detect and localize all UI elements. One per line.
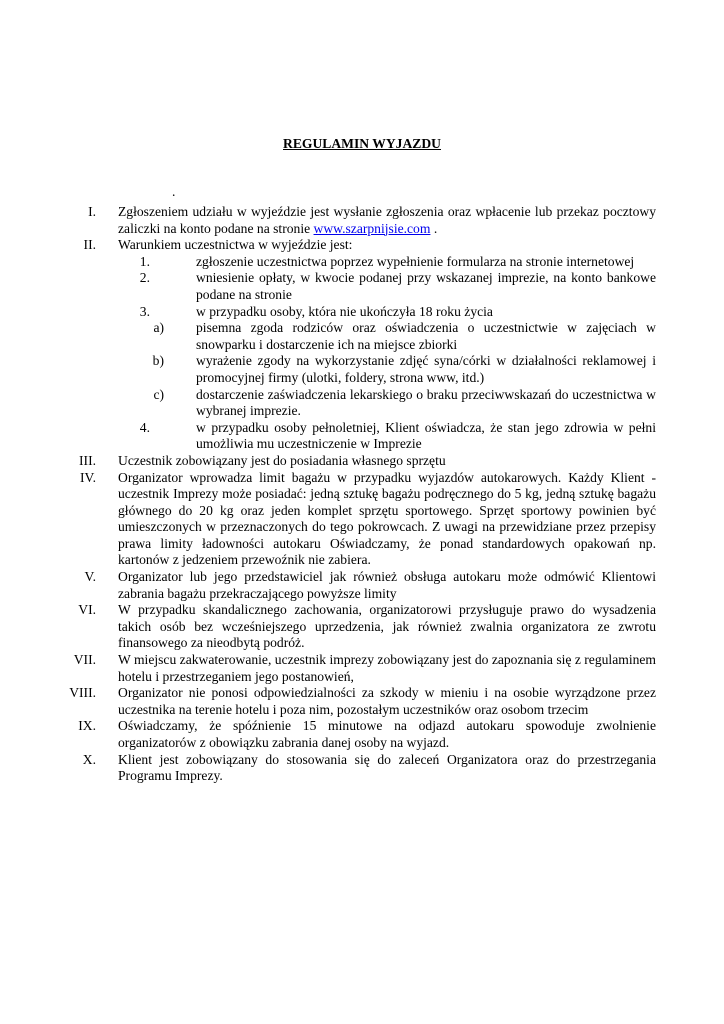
sub-item-3 <box>0 304 724 321</box>
item-number: VIII. <box>69 685 96 701</box>
list-item-viii <box>0 685 724 718</box>
item-number: 3. <box>139 303 150 319</box>
sub-item-c <box>0 387 724 420</box>
item-text: Uczestnik zobowiązany jest do posiadania własnego sprzętu <box>118 452 446 468</box>
sub-item-b <box>0 353 724 386</box>
item-number: b) <box>152 353 164 369</box>
item-text: w przypadku osoby pełnoletniej, Klient oświadcza, że stan jego zdrowia w pełni umożliwia mu uczestniczenie w Imprezie <box>196 419 656 452</box>
item-number: III. <box>79 452 96 468</box>
item-number: IV. <box>80 469 96 485</box>
item-number: a) <box>153 320 164 336</box>
item-text: wniesienie opłaty, w kwocie podanej przy wskazanej imprezie, na konto bankowe podane na stronie <box>196 270 656 302</box>
item-text: Klient jest zobowiązany do stosowania się do zaleceń Organizatora oraz do przestrzegania Programu Imprezy. <box>118 751 656 784</box>
document-title: REGULAMIN WYJAZDU <box>283 136 441 151</box>
item-number: VII. <box>73 652 96 668</box>
sub-item-a <box>0 320 724 353</box>
item-text: w przypadku osoby, która nie ukończyła 18 roku życia <box>196 303 493 319</box>
sub-item-1 <box>0 254 724 271</box>
item-number: 2. <box>139 270 150 286</box>
list-item-vii <box>0 652 724 685</box>
item-number: 4. <box>139 419 150 435</box>
item-text <box>118 204 656 237</box>
item-number: c) <box>153 386 164 402</box>
item-text: W przypadku skandalicznego zachowania, organizatorowi przysługuje prawo do wysadzenia takich osób bez wcześniejszego uprzedzenia, jak również zwalnia organizatora ze zwrotu finansowego za nieodbytą podróż. <box>118 602 656 651</box>
list-item-vi <box>0 602 724 652</box>
item-text: dostarczenie zaświadczenia lekarskiego o braku przeciwwskazań do uczestnictwa w wybranej imprezie. <box>196 386 656 419</box>
item-text: Organizator lub jego przedstawiciel jak również obsługa autokaru może odmówić Klientowi zabrania bagażu przekraczającego powyższe limity <box>118 569 656 601</box>
item-text: pisemna zgoda rodziców oraz oświadczenia o uczestnictwie w zajęciach w snowparku i dostarczenie ich na miejsce zbiorki <box>196 320 656 352</box>
item-number: V. <box>84 569 96 585</box>
item-text: Organizator nie ponosi odpowiedzialności za szkody w mieniu i na osobie wyrządzone przez uczestnika na terenie hotelu i poza nim, pozostałym uczestników oraz osobom trzecim <box>118 685 656 717</box>
list-item-iv <box>0 470 724 570</box>
stray-dot: . <box>172 184 176 199</box>
item-text: Organizator wprowadza limit bagażu w przypadku wyjazdów autokarowych. Każdy Klient - uczestnik Imprezy może posiadać: jedną sztukę bagażu podręcznego do 5 kg, jedną sztukę bagażu głównego do 20 kg oraz jeden komplet sprzętu sportowego. Sprzęt sportowy powinien być umieszczonych w przeznaczonych do tego pokrowcach. Z uwagi na przewidziane przez przepisy prawa limity ładowności autokaru Oświadczamy, że ponad standardowych opakowań np. kartonów z jedzeniem przewoźnik nie zabiera. <box>118 469 656 568</box>
item-text-part: Zgłoszeniem udziału w wyjeździe jest wysłanie zgłoszenia oraz wpłacenie lub przekaz pocztowy zaliczki na konto podane na stronie <box>118 204 656 236</box>
list-item-iii <box>0 453 724 470</box>
item-number: II. <box>83 237 96 253</box>
item-number: VI. <box>78 602 96 618</box>
item-text: W miejscu zakwaterowanie, uczestnik imprezy zobowiązany jest do zapoznania się z regulaminem hotelu i przestrzeganiem jego postanowień, <box>118 652 656 684</box>
list-item-ii <box>0 237 724 254</box>
item-text: wyrażenie zgody na wykorzystanie zdjęć syna/córki w działalności reklamowej i promocyjnej firmy (ulotki, foldery, strona www, itd.) <box>196 353 656 385</box>
list-item-ix <box>0 718 724 751</box>
sub-item-2 <box>0 270 724 303</box>
list-item-i <box>0 204 724 237</box>
item-number: IX. <box>78 718 96 734</box>
regulation-list <box>0 204 724 785</box>
item-number: 1. <box>139 253 150 269</box>
list-item-v <box>0 569 724 602</box>
item-text: Oświadczamy, że spóźnienie 15 minutowe na odjazd autokaru spowoduje zwolnienie organizatorów z obowiązku zabrania danej osoby na wyjazd. <box>118 718 656 750</box>
sub-item-4 <box>0 420 724 453</box>
item-number: I. <box>88 204 96 219</box>
website-link[interactable]: www.szarpnijsie.com <box>313 220 431 236</box>
item-text: Warunkiem uczestnictwa w wyjeździe jest: <box>118 237 353 253</box>
item-number: X. <box>82 751 96 767</box>
list-item-x <box>0 752 724 785</box>
item-text: zgłoszenie uczestnictwa poprzez wypełnienie formularza na stronie internetowej <box>196 253 635 269</box>
item-text-part: . <box>430 220 438 236</box>
